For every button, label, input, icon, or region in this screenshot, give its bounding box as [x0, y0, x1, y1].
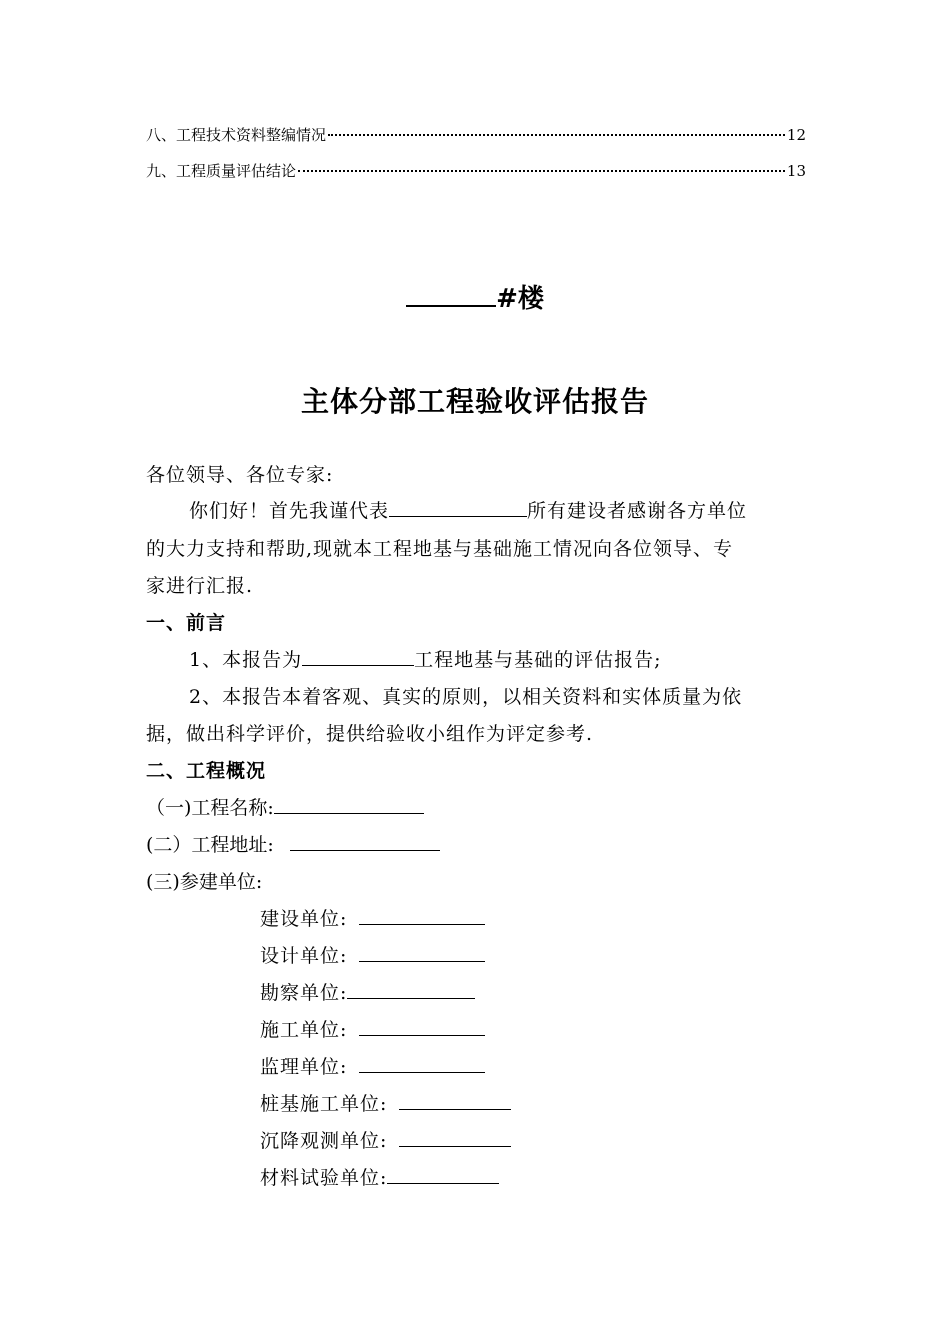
unit-row [260, 1089, 511, 1116]
project-blank [302, 647, 414, 666]
unit-blank [387, 1165, 499, 1184]
unit-blank [359, 943, 485, 962]
toc-page: 12 [786, 126, 806, 144]
project-address-blank [290, 832, 440, 851]
unit-label: 沉降观测单位: [260, 1130, 388, 1152]
unit-row [260, 1126, 511, 1153]
unit-blank [399, 1091, 511, 1110]
greeting: 各位领导、各位专家: [146, 464, 334, 486]
unit-blank [399, 1128, 511, 1147]
item-text: 工程地基与基础的评估报告; [414, 649, 662, 671]
toc-label: 九、工程质量评估结论 [146, 162, 297, 180]
item-text: 1、本报告为 [189, 649, 303, 671]
toc-entry[interactable] [146, 160, 806, 181]
unit-blank [347, 980, 475, 999]
project-name-blank [274, 795, 424, 814]
unit-label: 建设单位: [260, 908, 348, 930]
intro-text: 所有建设者感谢各方单位 [527, 500, 748, 522]
section1-item: 2、本报告本着客观、真实的原则，以相关资料和实体质量为依 [189, 686, 743, 708]
unit-blank [359, 906, 485, 925]
project-address-row [146, 830, 440, 857]
building-suffix: #楼 [496, 284, 544, 314]
unit-row [260, 1015, 485, 1042]
intro-line: 家进行汇报. [146, 575, 254, 597]
field-label: （一)工程名称: [146, 797, 274, 819]
intro-text: 你们好！首先我谨代表 [189, 500, 390, 522]
section-heading: 二、工程概况 [146, 760, 267, 782]
unit-label: 监理单位: [260, 1056, 348, 1078]
unit-label: 材料试验单位: [260, 1167, 388, 1189]
unit-label: 施工单位: [260, 1019, 348, 1041]
intro-line [189, 496, 747, 523]
toc-leader [328, 134, 785, 136]
unit-row [260, 1163, 499, 1190]
unit-blank [359, 1017, 485, 1036]
report-title: 主体分部工程验收评估报告 [300, 385, 649, 418]
representative-blank [389, 498, 527, 517]
unit-row [260, 1052, 485, 1079]
project-name-row [146, 793, 424, 820]
unit-row [260, 978, 475, 1005]
section-heading: 一、前言 [146, 612, 227, 634]
unit-label: 勘察单位: [260, 982, 348, 1004]
unit-row [260, 941, 485, 968]
unit-label: 设计单位: [260, 945, 348, 967]
section1-item: 据，做出科学评价，提供给验收小组作为评定参考. [146, 723, 594, 745]
unit-label: 桩基施工单位: [260, 1093, 388, 1115]
unit-row [260, 904, 485, 931]
toc-page: 13 [786, 162, 806, 180]
toc-leader [298, 170, 785, 172]
building-number-blank [406, 279, 496, 307]
unit-blank [359, 1054, 485, 1073]
toc-label: 八、工程技术资料整编情况 [146, 126, 327, 144]
participating-units-label: (三)参建单位: [146, 871, 263, 893]
intro-line: 的大力支持和帮助,现就本工程地基与基础施工情况向各位领导、专 [146, 538, 734, 560]
section1-item [189, 645, 662, 672]
field-label: (二）工程地址: [146, 834, 274, 856]
toc-entry[interactable] [146, 124, 806, 145]
building-title [0, 278, 950, 315]
